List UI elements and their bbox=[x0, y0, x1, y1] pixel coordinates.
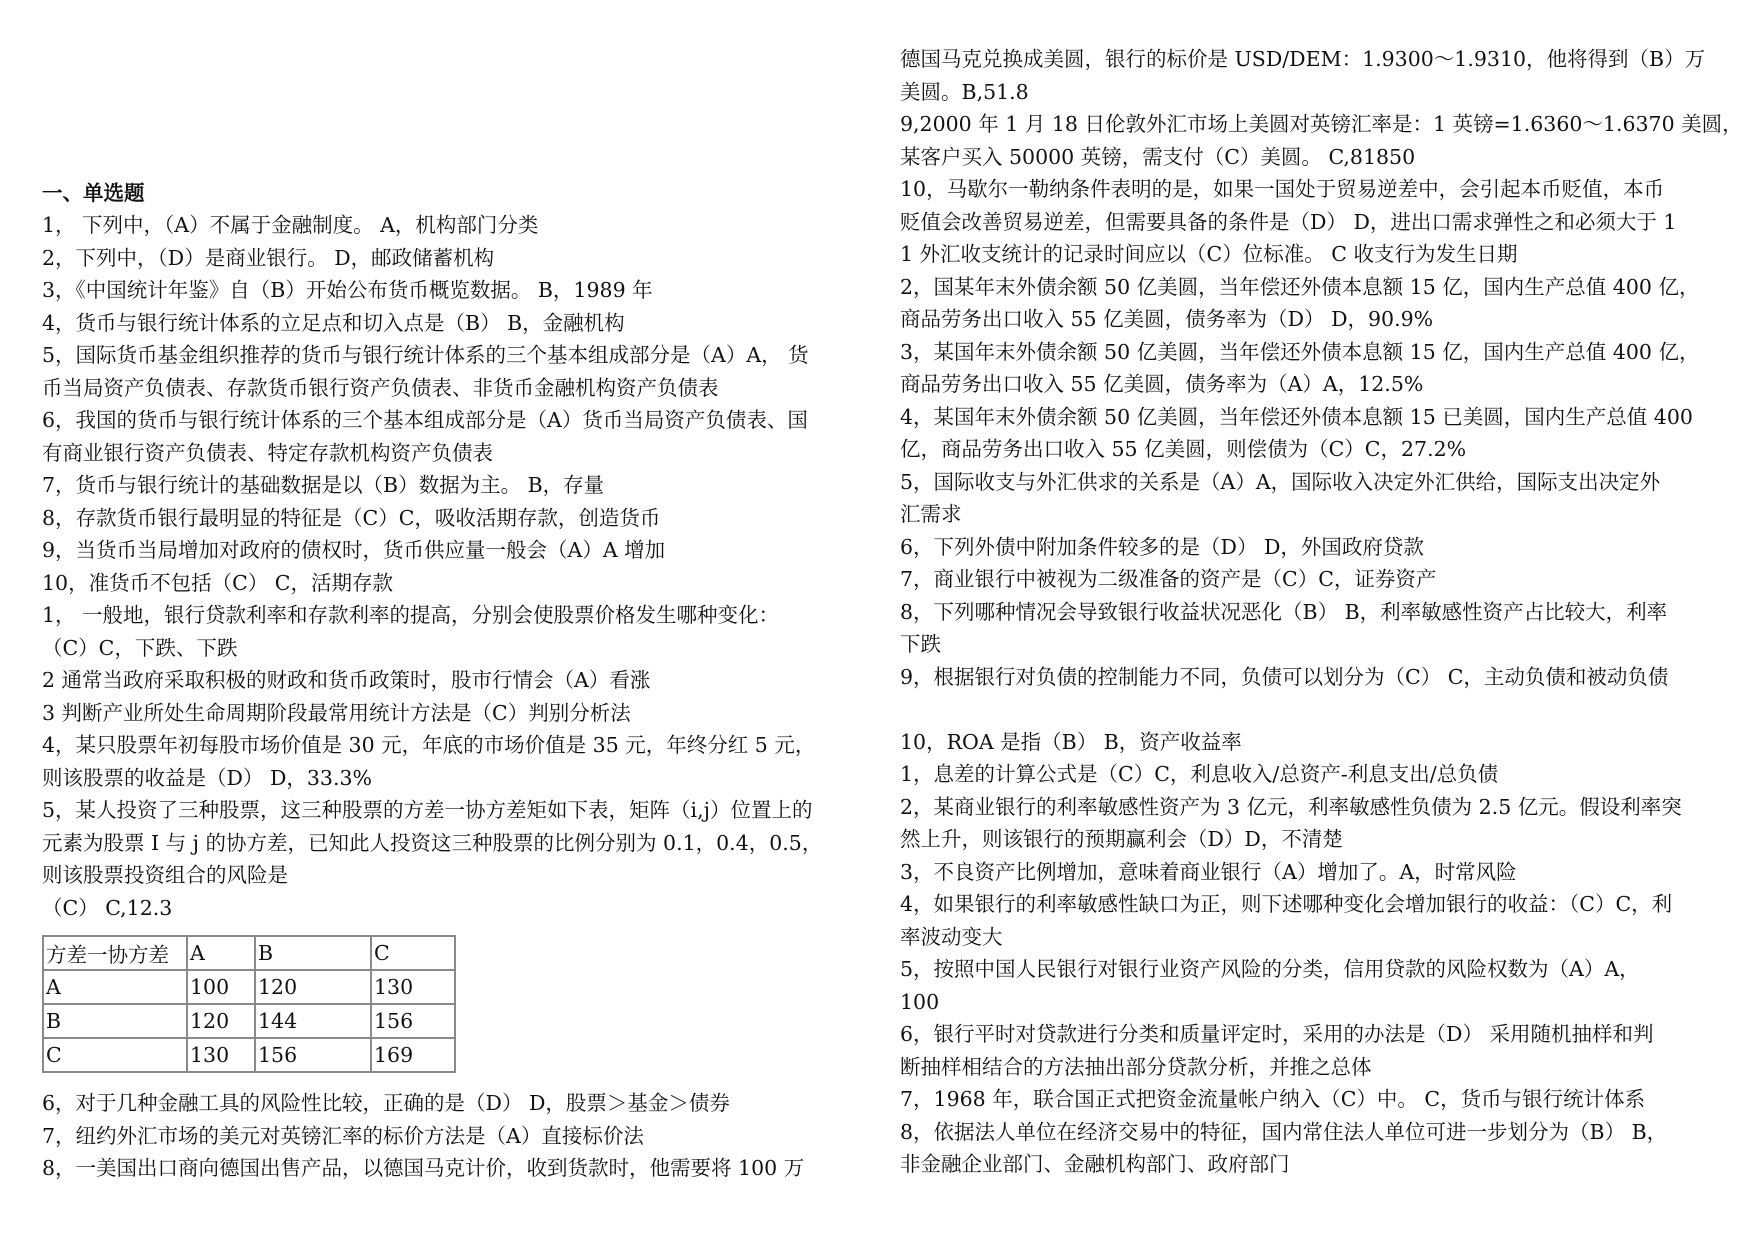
covariance-table bbox=[42, 935, 456, 1073]
table-header-cell: A bbox=[187, 936, 255, 970]
question-line: 8，下列哪种情况会导致银行收益状况恶化（B） B，利率敏感性资产占比较大，利率 bbox=[900, 599, 1668, 624]
table-header-cell: C bbox=[371, 936, 455, 970]
question-line: 4，如果银行的利率敏感性缺口为正，则下述哪种变化会增加银行的收益：（C）C，利 bbox=[900, 892, 1673, 916]
question-line: 则该股票投资组合的风险是 bbox=[42, 863, 288, 887]
question-line: 2，某商业银行的利率敏感性资产为 3 亿元，利率敏感性负债为 2.5 亿元。假设利率突 bbox=[900, 794, 1682, 819]
question-line: 1 外汇收支统计的记录时间应以（C）位标准。 C 收支行为发生日期 bbox=[900, 242, 1518, 266]
question-line: 4，货币与银行统计体系的立足点和切入点是（B） B，金融机构 bbox=[42, 310, 625, 335]
question-line: 3 判断产业所处生命周期阶段最常用统计方法是（C）判别分析法 bbox=[42, 700, 631, 725]
question-line: 8，依据法人单位在经济交易中的特征，国内常住法人单位可进一步划分为（B） B， bbox=[900, 1119, 1668, 1144]
table-header-row bbox=[43, 936, 455, 970]
question-line: 1， 下列中，（A）不属于金融制度。 A，机构部门分类 bbox=[42, 213, 539, 237]
question-line: 9,2000 年 1 月 18 日伦敦外汇市场上美圆对英镑汇率是：1 英镑=1.6360～1.6370 美圆， bbox=[900, 112, 1743, 136]
table-row bbox=[43, 970, 455, 1004]
question-line: 10，准货币不包括（C） C，活期存款 bbox=[42, 570, 393, 595]
table-cell: 130 bbox=[187, 1038, 255, 1072]
question-line: 6，下列外债中附加条件较多的是（D） D，外国政府贷款 bbox=[900, 534, 1424, 559]
table-cell: A bbox=[43, 970, 187, 1004]
section-title: 一、单选题 bbox=[42, 181, 145, 205]
question-line: （C）C，下跌、下跌 bbox=[42, 635, 238, 660]
question-line: 8，存款货币银行最明显的特征是（C）C，吸收活期存款，创造货币 bbox=[42, 505, 661, 530]
table-cell: C bbox=[43, 1038, 187, 1072]
question-line: 7，货币与银行统计的基础数据是以（B）数据为主。 B，存量 bbox=[42, 473, 605, 497]
question-line: 商品劳务出口收入 55 亿美圆，债务率为（A）A，12.5% bbox=[900, 372, 1424, 396]
question-line: 元素为股票 I 与 j 的协方差，已知此人投资这三种股票的比例分别为 0.1，0.4，0.5， bbox=[42, 830, 823, 855]
question-line: 6，银行平时对贷款进行分类和质量评定时，采用的办法是（D） 采用随机抽样和判 bbox=[900, 1022, 1654, 1046]
question-line: 10，马歇尔一勒纳条件表明的是，如果一国处于贸易逆差中，会引起本币贬值，本币 bbox=[900, 177, 1665, 201]
question-line: 5，国际货币基金组织推荐的货币与银行统计体系的三个基本组成部分是（A）A， 货 bbox=[42, 343, 809, 367]
question-line: 100 bbox=[900, 989, 940, 1014]
table-row bbox=[43, 1004, 455, 1038]
table-header-cell: B bbox=[255, 936, 371, 970]
table-cell: 156 bbox=[255, 1038, 371, 1072]
question-line: 5，国际收支与外汇供求的关系是（A）A，国际收入决定外汇供给，国际支出决定外 bbox=[900, 469, 1661, 494]
table-cell: 120 bbox=[187, 1004, 255, 1038]
question-line: 4，某只股票年初每股市场价值是 30 元，年底的市场价值是 35 元，年终分红 5 元， bbox=[42, 733, 816, 757]
question-line: 4，某国年末外债余额 50 亿美圆，当年偿还外债本息额 15 已美圆，国内生产总值 400 bbox=[900, 404, 1693, 429]
question-line: 亿，商品劳务出口收入 55 亿美圆，则偿债为（C）C，27.2% bbox=[900, 437, 1467, 461]
question-line: 2，国某年末外债余额 50 亿美圆，当年偿还外债本息额 15 亿，国内生产总值 400 亿， bbox=[900, 274, 1700, 299]
question-line: 5，按照中国人民银行对银行业资产风险的分类，信用贷款的风险权数为（A）A， bbox=[900, 957, 1640, 981]
question-line: 1， 一般地，银行贷款利率和存款利率的提高，分别会使股票价格发生哪种变化： bbox=[42, 603, 780, 627]
question-line: 3，某国年末外债余额 50 亿美圆，当年偿还外债本息额 15 亿，国内生产总值 400 亿， bbox=[900, 339, 1700, 364]
table-cell: 130 bbox=[371, 970, 455, 1004]
question-line: 6，对于几种金融工具的风险性比较，正确的是（D） D，股票＞基金＞债券 bbox=[42, 1091, 730, 1115]
question-line: 有商业银行资产负债表、特定存款机构资产负债表 bbox=[42, 440, 493, 465]
question-line: 贬值会改善贸易逆差，但需要具备的条件是（D） D，进出口需求弹性之和必须大于 1 bbox=[900, 209, 1677, 234]
table-cell: 100 bbox=[187, 970, 255, 1004]
question-line: 2 通常当政府采取积极的财政和货币政策时，股市行情会（A）看涨 bbox=[42, 668, 651, 692]
question-line: 2，下列中，（D）是商业银行。 D，邮政储蓄机构 bbox=[42, 245, 495, 270]
question-line: 3，《中国统计年鉴》自（B）开始公布货币概览数据。 B，1989 年 bbox=[42, 278, 653, 302]
question-line: 9，根据银行对负债的控制能力不同，负债可以划分为（C） C，主动负债和被动负债 bbox=[900, 664, 1669, 689]
question-line: 某客户买入 50000 英镑，需支付（C）美圆。 C,81850 bbox=[900, 144, 1416, 169]
question-line: 7，商业银行中被视为二级准备的资产是（C）C，证券资产 bbox=[900, 567, 1437, 591]
question-line: 然上升，则该银行的预期赢利会（D）D，不清楚 bbox=[900, 827, 1343, 851]
question-line: 德国马克兑换成美圆，银行的标价是 USD/DEM：1.9300～1.9310，他将得到（B）万 bbox=[900, 47, 1706, 71]
question-line: 5，某人投资了三种股票，这三种股票的方差一协方差矩如下表，矩阵（i,j）位置上的 bbox=[42, 798, 813, 822]
table-cell: 144 bbox=[255, 1004, 371, 1038]
table-cell: 156 bbox=[371, 1004, 455, 1038]
question-line: 8，一美国出口商向德国出售产品，以德国马克计价，收到货款时，他需要将 100 万 bbox=[42, 1156, 805, 1180]
question-line: 7，纽约外汇市场的美元对英镑汇率的标价方法是（A）直接标价法 bbox=[42, 1123, 644, 1148]
question-line: 商品劳务出口收入 55 亿美圆，债务率为（D） D，90.9% bbox=[900, 307, 1434, 331]
question-line: 币当局资产负债表、存款货币银行资产负债表、非货币金融机构资产负债表 bbox=[42, 375, 719, 400]
table-cell: B bbox=[43, 1004, 187, 1038]
question-line: 7，1968 年，联合国正式把资金流量帐户纳入（C）中。 C，货币与银行统计体系 bbox=[900, 1087, 1646, 1111]
question-line: 6，我国的货币与银行统计体系的三个基本组成部分是（A）货币当局资产负债表、国 bbox=[42, 408, 808, 432]
table-cell: 169 bbox=[371, 1038, 455, 1072]
question-line: 非金融企业部门、金融机构部门、政府部门 bbox=[900, 1152, 1290, 1176]
question-line: 1，息差的计算公式是（C）C，利息收入/总资产-利息支出/总负债 bbox=[900, 762, 1499, 786]
question-line: 率波动变大 bbox=[900, 924, 1003, 949]
question-line: 3，不良资产比例增加，意味着商业银行（A）增加了。A，时常风险 bbox=[900, 859, 1517, 884]
question-line: （C） C,12.3 bbox=[42, 895, 173, 920]
table-row bbox=[43, 1038, 455, 1072]
question-line: 汇需求 bbox=[900, 502, 962, 526]
table-cell: 120 bbox=[255, 970, 371, 1004]
question-line: 则该股票的收益是（D） D，33.3% bbox=[42, 765, 373, 790]
question-line: 断抽样相结合的方法抽出部分贷款分析，并推之总体 bbox=[900, 1054, 1372, 1079]
question-line: 10，ROA 是指（B） B，资产收益率 bbox=[900, 729, 1242, 754]
question-line: 美圆。B,51.8 bbox=[900, 79, 1029, 104]
question-line: 下跌 bbox=[900, 632, 941, 656]
question-line: 9，当货币当局增加对政府的债权时，货币供应量一般会（A）A 增加 bbox=[42, 538, 666, 562]
table-header-cell: 方差一协方差 bbox=[43, 936, 187, 970]
